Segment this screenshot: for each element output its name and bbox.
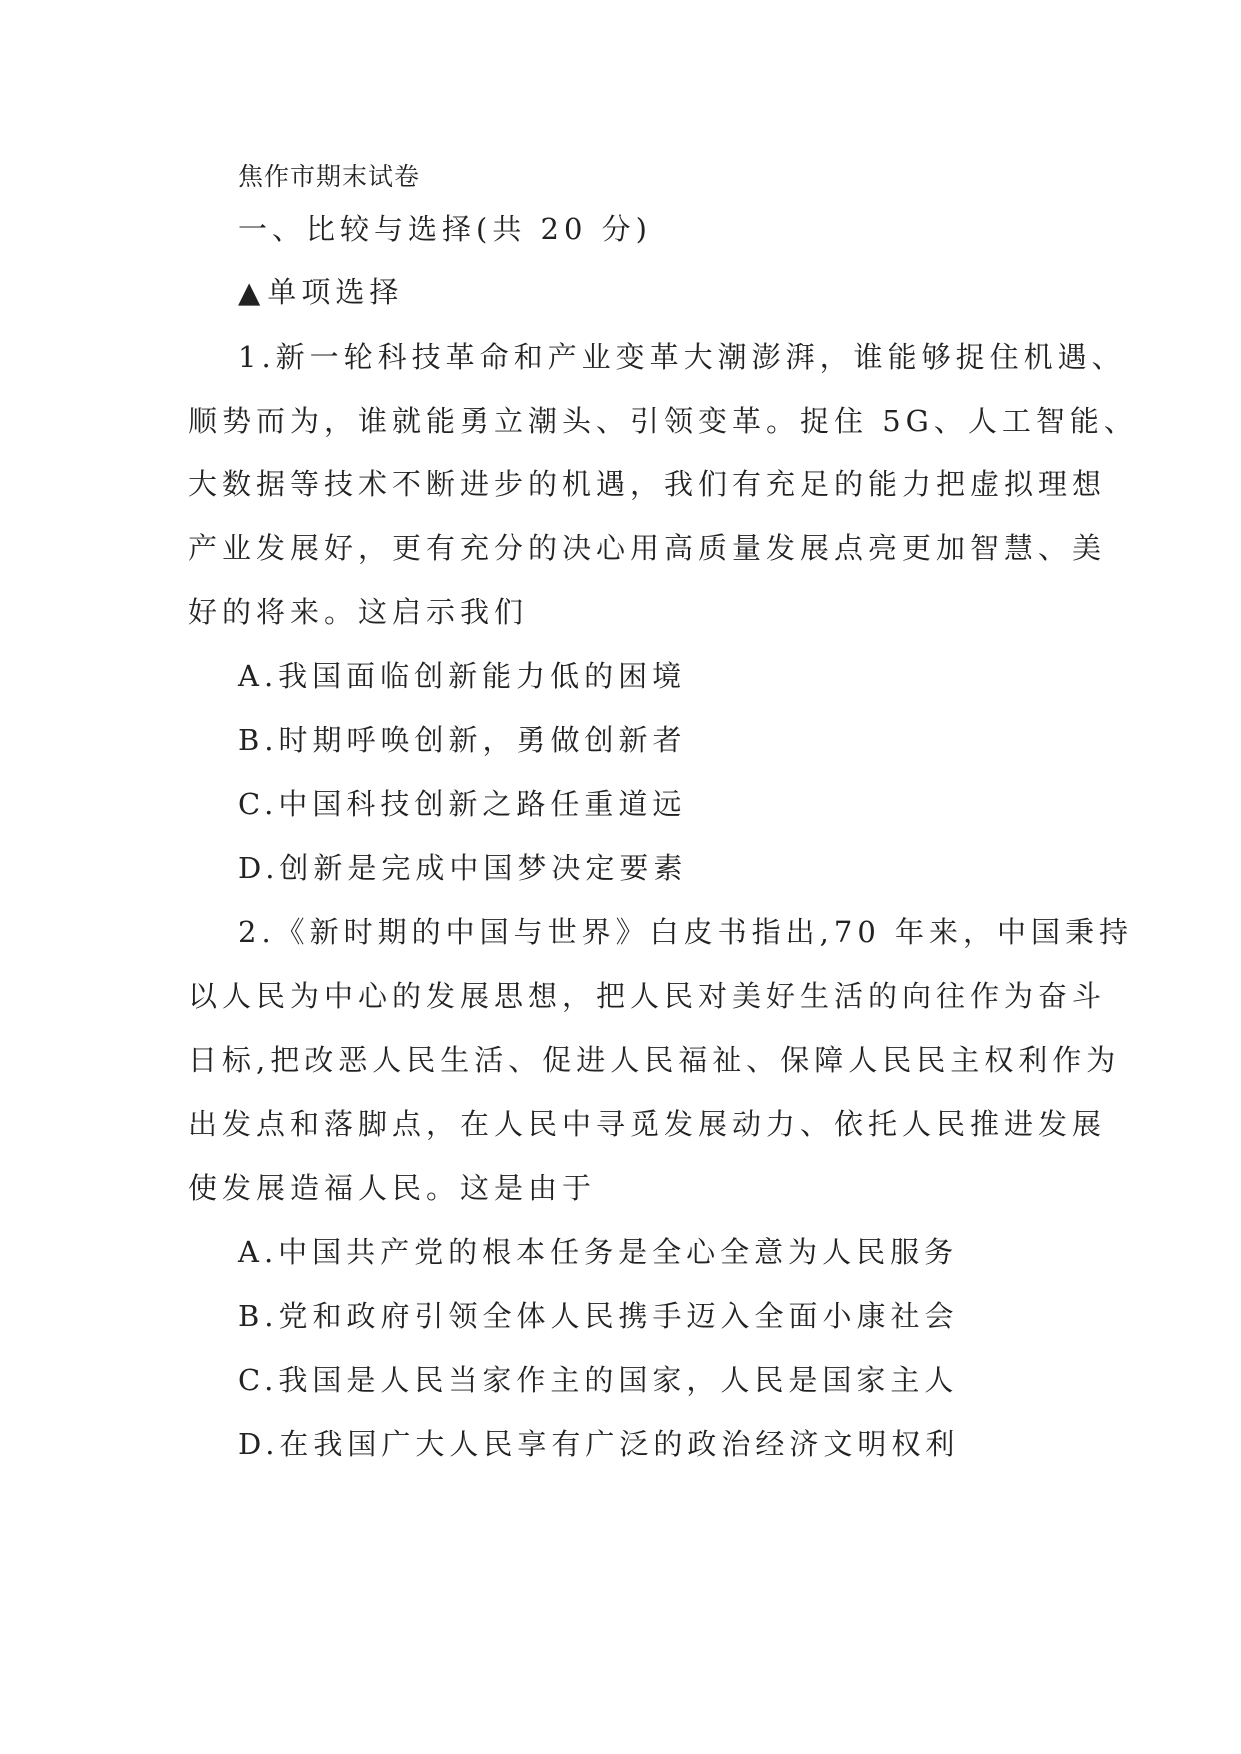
document-title: 焦作市期末试卷: [238, 162, 421, 191]
question-2-option-b: B.党和政府引领全体人民携手迈入全面小康社会: [238, 1299, 959, 1333]
question-1-line-3: 大数据等技术不断进步的机遇，我们有充足的能力把虚拟理想: [188, 467, 1107, 501]
question-2-option-c: C.我国是人民当家作主的国家，人民是国家主人: [238, 1363, 959, 1397]
question-2-line-3: 日标,把改恶人民生活、促进人民福祉、保障人民民主权利作为: [188, 1043, 1121, 1077]
question-1-line-4: 产业发展好，更有充分的决心用高质量发展点亮更加智慧、美: [188, 531, 1107, 565]
question-2-option-d: D.在我国广大人民享有广泛的政治经济文明权利: [238, 1427, 960, 1461]
subsection-label: 单项选择: [267, 275, 404, 309]
question-1-option-d: D.创新是完成中国梦决定要素: [238, 851, 688, 885]
question-1-option-c: C.中国科技创新之路任重道远: [238, 787, 687, 821]
section-heading: 一、比较与选择(共 20 分): [238, 212, 652, 246]
question-2-line-5: 使发展造福人民。这是由于: [188, 1171, 597, 1205]
question-2-option-a: A.中国共产党的根本任务是全心全意为人民服务: [238, 1235, 959, 1269]
question-2-line-4: 出发点和落脚点，在人民中寻觅发展动力、依托人民推进发展: [188, 1107, 1107, 1141]
triangle-marker-icon: ▲: [238, 275, 266, 309]
question-1-option-b: B.时期呼唤创新，勇做创新者: [238, 723, 687, 757]
question-1-line-2: 顺势而为，谁就能勇立潮头、引领变革。捉住 5G、人工智能、: [188, 404, 1138, 438]
question-1-line-5: 好的将来。这启示我们: [188, 595, 529, 629]
question-1-line-1: 1.新一轮科技革命和产业变革大潮澎湃，谁能够捉住机遇、: [238, 340, 1126, 374]
question-2-line-2: 以人民为中心的发展思想，把人民对美好生活的向往作为奋斗: [188, 979, 1107, 1013]
subsection-heading: [238, 274, 403, 310]
question-2-line-1: 2.《新时期的中国与世界》白皮书指出,70 年来，中国秉持: [238, 915, 1134, 949]
question-1-option-a: A.我国面临创新能力低的困境: [238, 659, 687, 693]
